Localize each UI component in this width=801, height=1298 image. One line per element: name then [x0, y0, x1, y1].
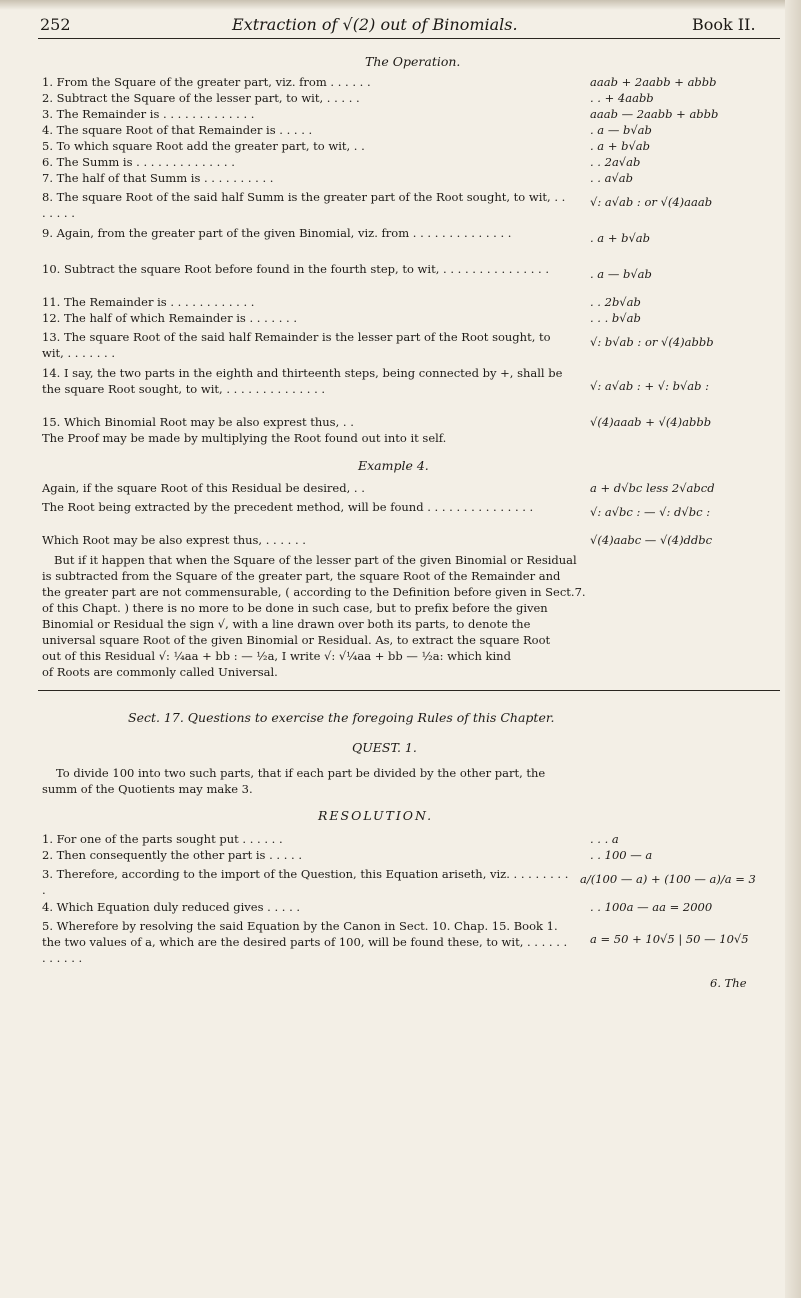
- step-1: 1. From the Square of the greater part, viz. from . . . . . .: [42, 75, 371, 89]
- paragraph-line: is subtracted from the Square of the greater part, the square Root of the Remainder and: [42, 569, 561, 583]
- example-line-1-result: a + d√bc less 2√abcd: [590, 481, 715, 495]
- example-line-1: Again, if the square Root of this Residual be desired, . .: [42, 481, 365, 495]
- section-heading: Sect. 17. Questions to exercise the foregoing Rules of this Chapter.: [128, 710, 555, 725]
- paragraph-line: of this Chapt. ) there is no more to be done in such case, but to prefix before the given: [42, 601, 548, 615]
- step-5-result: . a + b√ab: [590, 139, 651, 153]
- step-14: 14. I say, the two parts in the eighth and thirteenth steps, being connected by +, shall be the square Root sought, to wit, . . . . . . . . . . . . . .: [42, 366, 563, 396]
- catchword: 6. The: [710, 976, 747, 990]
- step-3-result: aaab — 2aabb + abbb: [590, 107, 719, 121]
- step-8-result: √: a√ab : or √(4)aaab: [590, 195, 713, 209]
- quest-text-line: summ of the Quotients may make 3.: [42, 782, 253, 796]
- step-12-result: . . . b√ab: [590, 311, 641, 325]
- step-13-result: √: b√ab : or √(4)abbb: [590, 335, 714, 349]
- step-15: 15. Which Binomial Root may be also exprest thus, . .: [42, 415, 354, 429]
- step-13: 13. The square Root of the said half Remainder is the lesser part of the Root sought, to wit, . . . . . . .: [42, 330, 551, 360]
- step-12: 12. The half of which Remainder is . . . . . . .: [42, 311, 297, 325]
- paragraph-line: Binomial or Residual the sign √, with a line drawn over both its parts, to denote the: [42, 617, 531, 631]
- example-line-3-result: √(4)aabc — √(4)ddbc: [590, 533, 713, 547]
- example-line-2-result: √: a√bc : — √: d√bc :: [590, 505, 711, 519]
- paragraph-line: of Roots are commonly called Universal.: [42, 665, 278, 679]
- book-label: Book II.: [692, 15, 756, 34]
- operation-heading: The Operation.: [365, 54, 461, 69]
- resolution-heading: RESOLUTION.: [318, 808, 434, 823]
- page-number: 252: [40, 15, 71, 34]
- step-2: 2. Subtract the Square of the lesser part, to wit, . . . . .: [42, 91, 360, 105]
- resolution-step-1-result: . . . a: [590, 832, 619, 846]
- step-14-result: √: a√ab : + √: b√ab :: [590, 379, 710, 393]
- operation-proof: The Proof may be made by multiplying the Root found out into it self.: [42, 431, 447, 445]
- step-10-result: . a — b√ab: [590, 267, 652, 281]
- resolution-step-4-result: . . 100a — aa = 2000: [590, 900, 713, 914]
- step-5: 5. To which square Root add the greater part, to wit, . .: [42, 139, 365, 153]
- page-top-shadow: [0, 0, 801, 10]
- resolution-step-5: 5. Wherefore by resolving the said Equation by the Canon in Sect. 10. Chap. 15. Book 1. the two values of a, which are the desired parts of 100, will be found these, to wit, . . . . . . . . . . . .: [42, 919, 568, 965]
- step-11-result: . . 2b√ab: [590, 295, 641, 309]
- example-heading: Example 4.: [358, 458, 429, 473]
- step-3: 3. The Remainder is . . . . . . . . . . . . .: [42, 107, 255, 121]
- step-9-result: . a + b√ab: [590, 231, 651, 245]
- resolution-step-4: 4. Which Equation duly reduced gives . . . . .: [42, 900, 301, 914]
- header-rule: [38, 38, 780, 39]
- resolution-step-2: 2. Then consequently the other part is . . . . .: [42, 848, 303, 862]
- step-6: 6. The Summ is . . . . . . . . . . . . . .: [42, 155, 235, 169]
- paragraph-line: But if it happen that when the Square of the lesser part of the given Binomial or Residual: [54, 553, 577, 567]
- step-7-result: . . a√ab: [590, 171, 634, 185]
- step-6-result: . . 2a√ab: [590, 155, 641, 169]
- paragraph-line: universal square Root of the given Binomial or Residual. As, to extract the square Root: [42, 633, 551, 647]
- running-title: Extraction of √(2) out of Binomials.: [232, 15, 518, 34]
- resolution-step-3: 3. Therefore, according to the import of the Question, this Equation ariseth, viz. . . . . . . . . .: [42, 867, 569, 897]
- step-8: 8. The square Root of the said half Summ is the greater part of the Root sought, to wit, . . . . . . .: [42, 190, 566, 220]
- resolution-step-2-result: . . 100 — a: [590, 848, 653, 862]
- section-rule: [38, 690, 780, 691]
- paragraph-line: the greater part are not commensurable, ( according to the Definition before given in Sect.7.: [42, 585, 586, 599]
- resolution-step-5-result: a = 50 + 10√5 | 50 — 10√5: [590, 932, 749, 946]
- paragraph-line: out of this Residual √: ¼aa + bb : — ½a, I write √: √¼aa + bb — ½a: which kind: [42, 649, 511, 663]
- step-9: 9. Again, from the greater part of the given Binomial, viz. from . . . . . . . . . . . . . .: [42, 226, 512, 240]
- quest-text-line: To divide 100 into two such parts, that if each part be divided by the other part, the: [56, 766, 546, 780]
- step-4: 4. The square Root of that Remainder is . . . . .: [42, 123, 313, 137]
- page-binding-edge: [785, 0, 801, 1298]
- quest-heading: QUEST. 1.: [352, 740, 417, 755]
- step-10: 10. Subtract the square Root before found in the fourth step, to wit, . . . . . . . . . . . . . . .: [42, 262, 550, 276]
- step-2-result: . . + 4aabb: [590, 91, 654, 105]
- step-7: 7. The half of that Summ is . . . . . . . . . .: [42, 171, 274, 185]
- step-11: 11. The Remainder is . . . . . . . . . . . .: [42, 295, 255, 309]
- resolution-step-3-result: a/(100 — a) + (100 — a)/a = 3: [580, 872, 756, 886]
- resolution-step-1: 1. For one of the parts sought put . . . . . .: [42, 832, 283, 846]
- example-line-2: The Root being extracted by the precedent method, will be found . . . . . . . . . . . . . . .: [42, 500, 534, 514]
- step-1-result: aaab + 2aabb + abbb: [590, 75, 717, 89]
- example-line-3: Which Root may be also exprest thus, . . . . . .: [42, 533, 306, 547]
- step-4-result: . a — b√ab: [590, 123, 652, 137]
- step-15-result: √(4)aaab + √(4)abbb: [590, 415, 712, 429]
